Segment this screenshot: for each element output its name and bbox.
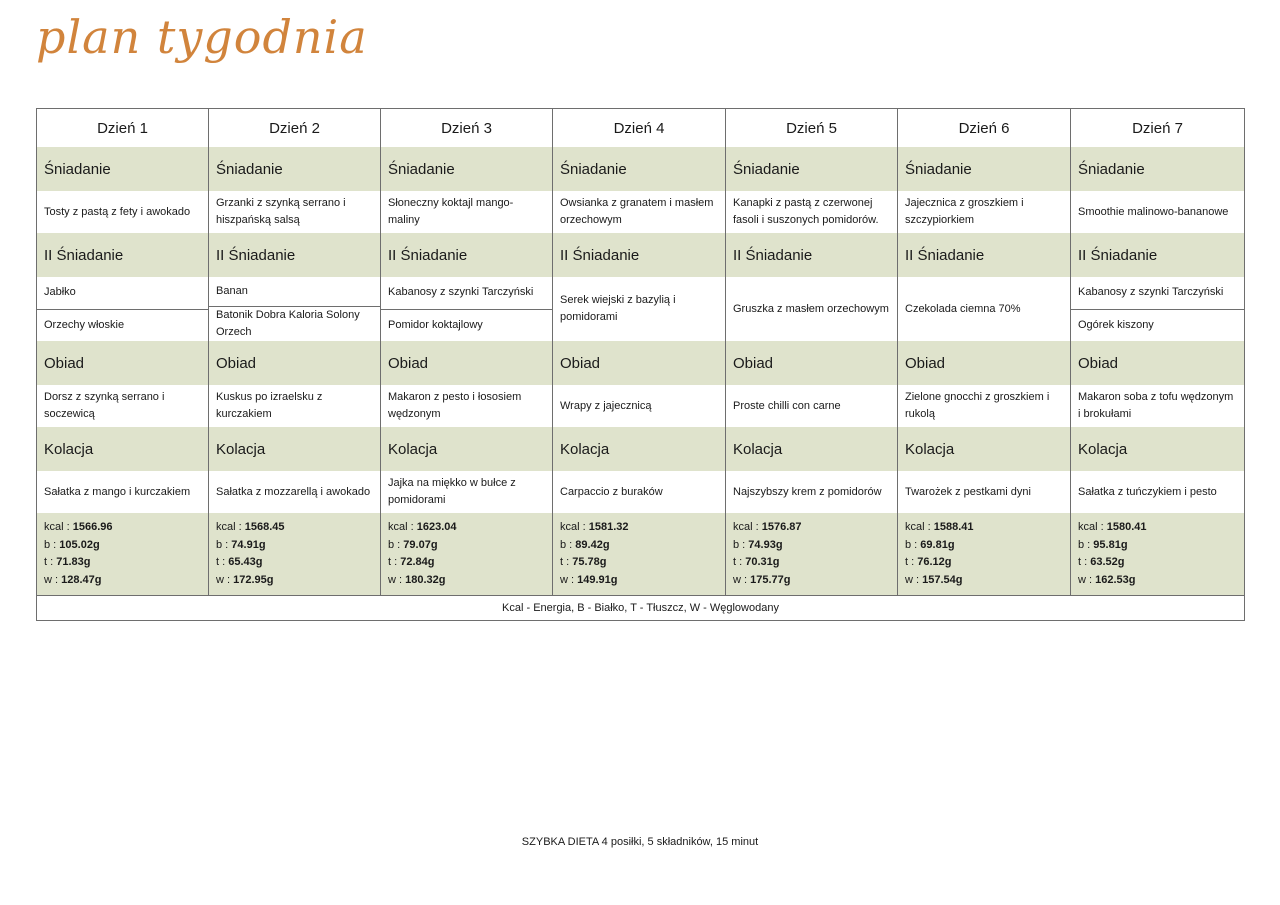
- section-label: II Śniadanie: [1071, 233, 1245, 277]
- macro-label: b :: [44, 538, 60, 551]
- macro-kcal: [905, 519, 1063, 537]
- macros-cell: [37, 513, 209, 596]
- macro-kcal: [560, 519, 718, 537]
- section-label: II Śniadanie: [381, 233, 553, 277]
- macro-w: [905, 572, 1063, 590]
- macro-w: [560, 572, 718, 590]
- macro-value: 128.47g: [61, 573, 102, 586]
- section-label: Śniadanie: [726, 147, 898, 191]
- macro-value: 63.52g: [1090, 556, 1125, 568]
- macro-value: 74.93g: [748, 538, 783, 551]
- meal-cell: Sałatka z mozzarellą i awokado: [209, 471, 381, 513]
- meal-row-dinner: [37, 471, 1245, 513]
- section-row-second-breakfast: [37, 233, 1245, 277]
- section-label: Obiad: [553, 341, 726, 385]
- macro-label: t :: [388, 556, 401, 568]
- macro-w: [388, 572, 545, 590]
- meal-cell: Twarożek z pestkami dyni: [898, 471, 1071, 513]
- macro-w: [44, 572, 201, 590]
- meal-cell: Tosty z pastą z fety i awokado: [37, 191, 209, 233]
- macro-b: [560, 537, 718, 555]
- section-label: Obiad: [1071, 341, 1245, 385]
- macro-value: 74.91g: [231, 538, 266, 551]
- macro-value: 72.84g: [400, 556, 435, 568]
- meal-row-breakfast: [37, 191, 1245, 233]
- macro-label: b :: [388, 538, 404, 551]
- section-label: Kolacja: [898, 427, 1071, 471]
- macro-kcal: [388, 519, 545, 537]
- macro-label: kcal :: [905, 521, 934, 533]
- macro-value: 175.77g: [750, 573, 791, 586]
- section-label: Śniadanie: [381, 147, 553, 191]
- macro-label: t :: [560, 556, 573, 568]
- macro-label: b :: [733, 538, 749, 551]
- meal-item: Serek wiejski z bazylią i pomidorami: [560, 294, 676, 323]
- section-label: Kolacja: [37, 427, 209, 471]
- day-header: Dzień 5: [726, 109, 898, 148]
- macro-value: 1566.96: [72, 521, 113, 533]
- macro-value: 75.78g: [572, 556, 607, 568]
- macro-label: t :: [44, 556, 57, 568]
- macro-label: w :: [733, 573, 751, 586]
- meal-cell: Słoneczny koktajl mango-maliny: [381, 191, 553, 233]
- macro-t: [216, 554, 373, 572]
- macro-value: 162.53g: [1095, 573, 1136, 586]
- meal-cell: [553, 277, 726, 341]
- macros-cell: [381, 513, 553, 596]
- meal-cell-items: [1071, 277, 1244, 341]
- macros-cell: [209, 513, 381, 596]
- macro-label: b :: [1078, 538, 1094, 551]
- footer-note: SZYBKA DIETA 4 posiłki, 5 składników, 15 minut: [521, 836, 759, 848]
- macro-b: [1078, 537, 1237, 555]
- legend-row: [37, 596, 1245, 621]
- meal-item: Orzechy włoskie: [37, 309, 208, 342]
- macro-b: [905, 537, 1063, 555]
- macro-b: [388, 537, 545, 555]
- meal-item: Kabanosy z szynki Tarczyński: [388, 286, 534, 299]
- macro-label: t :: [905, 556, 918, 568]
- macro-label: w :: [560, 573, 578, 586]
- macro-label: kcal :: [560, 521, 589, 533]
- meal-cell: Carpaccio z buraków: [553, 471, 726, 513]
- macro-value: 157.54g: [922, 573, 963, 586]
- macro-label: kcal :: [216, 521, 245, 533]
- meal-cell: Najszybszy krem z pomidorów: [726, 471, 898, 513]
- macro-t: [388, 554, 545, 572]
- meal-item: Kabanosy z szynki Tarczyński: [1078, 286, 1224, 299]
- meal-cell: Sałatka z tuńczykiem i pesto: [1071, 471, 1245, 513]
- macro-label: t :: [216, 556, 229, 568]
- meal-cell: [381, 277, 553, 341]
- meal-cell: Proste chilli con carne: [726, 385, 898, 427]
- macro-label: w :: [388, 573, 406, 586]
- section-row-dinner: [37, 427, 1245, 471]
- day-header: Dzień 7: [1071, 109, 1245, 148]
- section-label: Śniadanie: [898, 147, 1071, 191]
- meal-cell: Jajka na miękko w bułce z pomidorami: [381, 471, 553, 513]
- macro-value: 149.91g: [577, 573, 618, 586]
- meal-cell: Owsianka z granatem i masłem orzechowym: [553, 191, 726, 233]
- meal-cell: Kanapki z pastą z czerwonej fasoli i suszonych pomidorów.: [726, 191, 898, 233]
- section-label: Kolacja: [381, 427, 553, 471]
- macro-kcal: [44, 519, 201, 537]
- meal-cell: [898, 277, 1071, 341]
- macro-value: 105.02g: [59, 538, 100, 551]
- macro-t: [560, 554, 718, 572]
- meal-cell-items: [898, 277, 1070, 341]
- macro-value: 69.81g: [920, 538, 955, 551]
- macro-value: 71.83g: [56, 556, 91, 568]
- meal-item: Jabłko: [44, 286, 76, 299]
- section-label: Śniadanie: [553, 147, 726, 191]
- macro-t: [1078, 554, 1237, 572]
- meal-cell-items: [37, 277, 208, 341]
- macro-value: 1588.41: [933, 521, 974, 533]
- meal-row-lunch: [37, 385, 1245, 427]
- meal-cell: Smoothie malinowo-bananowe: [1071, 191, 1245, 233]
- macro-value: 172.95g: [233, 573, 274, 586]
- macro-t: [44, 554, 201, 572]
- macro-value: 1576.87: [761, 521, 802, 533]
- section-label: Obiad: [726, 341, 898, 385]
- day-header: Dzień 6: [898, 109, 1071, 148]
- macro-label: t :: [1078, 556, 1091, 568]
- macro-kcal: [1078, 519, 1237, 537]
- macro-value: 76.12g: [917, 556, 952, 568]
- day-header: Dzień 1: [37, 109, 209, 148]
- meal-cell-items: [726, 277, 897, 341]
- meal-item: Gruszka z masłem orzechowym: [733, 302, 889, 315]
- macro-label: w :: [44, 573, 62, 586]
- macro-b: [733, 537, 890, 555]
- macro-label: w :: [216, 573, 234, 586]
- macro-b: [216, 537, 373, 555]
- section-label: II Śniadanie: [209, 233, 381, 277]
- macros-cell: [726, 513, 898, 596]
- macro-value: 70.31g: [745, 556, 780, 568]
- section-label: Śniadanie: [209, 147, 381, 191]
- macro-value: 95.81g: [1093, 538, 1128, 551]
- section-label: II Śniadanie: [553, 233, 726, 277]
- macro-value: 1623.04: [416, 521, 457, 533]
- macro-t: [733, 554, 890, 572]
- meal-cell: Wrapy z jajecznicą: [553, 385, 726, 427]
- macro-label: b :: [905, 538, 921, 551]
- macro-label: kcal :: [44, 521, 73, 533]
- section-label: Obiad: [37, 341, 209, 385]
- section-row-breakfast: [37, 147, 1245, 191]
- macro-label: kcal :: [733, 521, 762, 533]
- macro-value: 1581.32: [588, 521, 629, 533]
- meal-cell: Makaron soba z tofu wędzonym i brokułami: [1071, 385, 1245, 427]
- section-label: Kolacja: [726, 427, 898, 471]
- meal-item: Batonik Dobra Kaloria Solony Orzech: [209, 306, 380, 341]
- section-label: II Śniadanie: [898, 233, 1071, 277]
- macros-cell: [1071, 513, 1245, 596]
- meal-cell: [209, 277, 381, 341]
- macro-value: 1580.41: [1106, 521, 1147, 533]
- section-label: Kolacja: [209, 427, 381, 471]
- macro-b: [44, 537, 201, 555]
- macro-value: 65.43g: [228, 556, 263, 568]
- legend: Kcal - Energia, B - Białko, T - Tłuszcz, W - Węglowodany: [37, 596, 1245, 621]
- section-row-lunch: [37, 341, 1245, 385]
- macro-value: 1568.45: [244, 521, 285, 533]
- macro-w: [1078, 572, 1237, 590]
- section-label: Kolacja: [1071, 427, 1245, 471]
- meal-item: Czekolada ciemna 70%: [905, 302, 1021, 315]
- macros-cell: [553, 513, 726, 596]
- section-label: II Śniadanie: [37, 233, 209, 277]
- meal-cell: Jajecznica z groszkiem i szczypiorkiem: [898, 191, 1071, 233]
- meal-cell: Makaron z pesto i łososiem wędzonym: [381, 385, 553, 427]
- section-label: Obiad: [381, 341, 553, 385]
- meal-cell: [37, 277, 209, 341]
- meal-cell: [1071, 277, 1245, 341]
- page-title: plan tygodnia: [36, 10, 368, 64]
- macro-label: w :: [905, 573, 923, 586]
- meal-item: Pomidor koktajlowy: [381, 309, 552, 342]
- macro-kcal: [733, 519, 890, 537]
- meal-item: Banan: [216, 285, 248, 297]
- section-label: II Śniadanie: [726, 233, 898, 277]
- section-label: Kolacja: [553, 427, 726, 471]
- meal-cell: Dorsz z szynką serrano i soczewicą: [37, 385, 209, 427]
- meal-cell: [726, 277, 898, 341]
- meal-cell-items: [553, 277, 725, 341]
- macro-label: kcal :: [388, 521, 417, 533]
- macro-t: [905, 554, 1063, 572]
- macro-label: w :: [1078, 573, 1096, 586]
- meal-cell-items: [209, 277, 380, 341]
- weekly-plan-table: [36, 108, 1245, 621]
- meal-cell: Kuskus po izraelsku z kurczakiem: [209, 385, 381, 427]
- macro-label: b :: [216, 538, 232, 551]
- macro-label: kcal :: [1078, 521, 1107, 533]
- macro-value: 89.42g: [575, 538, 610, 551]
- day-header: Dzień 2: [209, 109, 381, 148]
- meal-cell: Sałatka z mango i kurczakiem: [37, 471, 209, 513]
- macro-kcal: [216, 519, 373, 537]
- meal-cell: Grzanki z szynką serrano i hiszpańską salsą: [209, 191, 381, 233]
- meal-cell-items: [381, 277, 552, 341]
- section-label: Obiad: [898, 341, 1071, 385]
- section-label: Śniadanie: [37, 147, 209, 191]
- day-header: Dzień 4: [553, 109, 726, 148]
- macro-label: b :: [560, 538, 576, 551]
- macro-w: [733, 572, 890, 590]
- macros-cell: [898, 513, 1071, 596]
- meal-cell: Zielone gnocchi z groszkiem i rukolą: [898, 385, 1071, 427]
- day-header-row: [37, 109, 1245, 148]
- macros-row: [37, 513, 1245, 596]
- meal-row-second-breakfast: [37, 277, 1245, 341]
- day-header: Dzień 3: [381, 109, 553, 148]
- macro-value: 79.07g: [403, 538, 438, 551]
- meal-item: Ogórek kiszony: [1071, 309, 1244, 342]
- section-label: Śniadanie: [1071, 147, 1245, 191]
- section-label: Obiad: [209, 341, 381, 385]
- macro-w: [216, 572, 373, 590]
- macro-label: t :: [733, 556, 746, 568]
- macro-value: 180.32g: [405, 573, 446, 586]
